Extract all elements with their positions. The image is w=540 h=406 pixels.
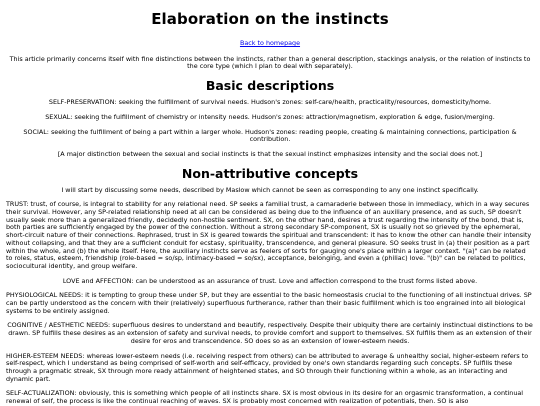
physiological-paragraph: PHYSIOLOGICAL NEEDS: it is tempting to group these under SP, but they are essential to the basic homeostasis crucial to the functioning of all instinctual drives. SP can be partly understood as the concern with their (relatively) superfluous furtherance, rather than their basic fulfillment which is too engrained into all biological systems to be entirely assigned. xyxy=(6,291,532,315)
page-title: Elaboration on the instincts xyxy=(151,10,389,28)
esteem-paragraph: HIGHER-ESTEEM NEEDS: whereas lower-esteem needs (i.e. receiving respect from others) can be attributed to average & unhealthy social, higher-esteem refers to self-respect, which I understand as being comprised of self-worth and self-efficacy, provided by one's own standards regarding such concepts. SP fulfills these through a pragmatic streak, SX through more ready attainment of heightened states, and SO through their functioning within a whole, as an interacting and dynamic part. xyxy=(6,351,529,383)
self-actualization-paragraph: SELF-ACTUALIZATION: obviously, this is something which people of all instincts share. SX is most obvious in its desire for an orgasmic transformation, a continual renewal of self, the process is like the continual reaching of waves. SX is probably most concerned with realization of potentials, then. SO is also xyxy=(6,389,524,406)
intro-paragraph: This article primarily concerns itself with fine distinctions between the instincts, rather than a general description, stackings analysis, or the relation of instincts to the core type (which I plan to deal with separately). xyxy=(9,54,531,71)
needs-lead-paragraph: I will start by discussing some needs, described by Maslow which cannot be seen as corresponding to any one instinct specifically. xyxy=(61,185,479,194)
back-to-homepage-link[interactable]: Back to homepage xyxy=(239,39,301,47)
back-link-wrap xyxy=(6,36,534,48)
love-paragraph: LOVE and AFFECTION: can be understood as an assurance of trust. Love and affection correspond to the trust forms listed above. xyxy=(62,276,478,285)
section-heading-non-attributive: Non-attributive concepts xyxy=(181,165,359,181)
cognitive-paragraph: COGNITIVE / AESTHETIC NEEDS: superfluous desires to understand and beautify, respectively. Despite their ubiquity there are certainly instinctual distinctions to be drawn. SP fulfills these desires as an extension of safety and survival needs, to provide comfort and support to themselves. SX fulfills them as an extension of their desire for eros and transcendence. SO does so as an extension of lower-esteem needs. xyxy=(7,321,533,345)
sexual-paragraph: SEXUAL: seeking the fulfillment of chemistry or intensity needs. Hudson's zones: attraction/magnetism, exploration & edge, fusion/merging. xyxy=(45,112,495,121)
section-heading-basic: Basic descriptions xyxy=(205,78,335,94)
trust-paragraph: TRUST: trust, of course, is integral to stability for any relational need. SP seeks a familial trust, a camaraderie between those in immediacy, which in a way secures their survival. However, any SP-related relationship need at all can be considered as being due to the influence of an auxiliary presence, and as such, SP doesn't usually seek more than a generalized friendly, decidedly non-hostile sentiment. SX, on the other hand, desires a trust regarding the intensity of the bond, that is, both parties are sufficiently engaged by the power of the connection. Without a strong secondary SP-component, SX is usually not so grieved by the ephemeral, short-circuit nature of their connections. Rephrased, trust in SX is geared towards the spiritual and transcendent: it has to know the other can handle their intensity without collapsing, and that they are a sufficient conduit for ecstasy, spirituality, transcendence, and general pleasure. SO seeks trust in (a) their position as a part within the whole, and (b) the whole itself. Here, the auxiliary instincts serve as feelers of sorts for gauging one's place within a larger context. "(a)" can be related to roles, status, esteem, friendship (role-based = so/sp, intimacy-based = so/sx), acceptance, belonging, and even a (philiac) love. "(b)" can be related to politics, sociocultural identity, and group welfare. xyxy=(6,200,532,270)
self-preservation-paragraph: SELF-PRESERVATION: seeking the fulfillment of survival needs. Hudson's zones: self-care/health, practicality/resources, domesticity/home. xyxy=(48,98,492,107)
distinction-note: [A major distinction between the sexual and social instincts is that the sexual instinct emphasizes intensity and the social does not.] xyxy=(57,149,483,158)
article xyxy=(6,0,534,406)
social-paragraph: SOCIAL: seeking the fulfillment of being a part within a larger whole. Hudson's zones: reading people, creating & maintaining connections, participation & contribution. xyxy=(23,127,517,144)
